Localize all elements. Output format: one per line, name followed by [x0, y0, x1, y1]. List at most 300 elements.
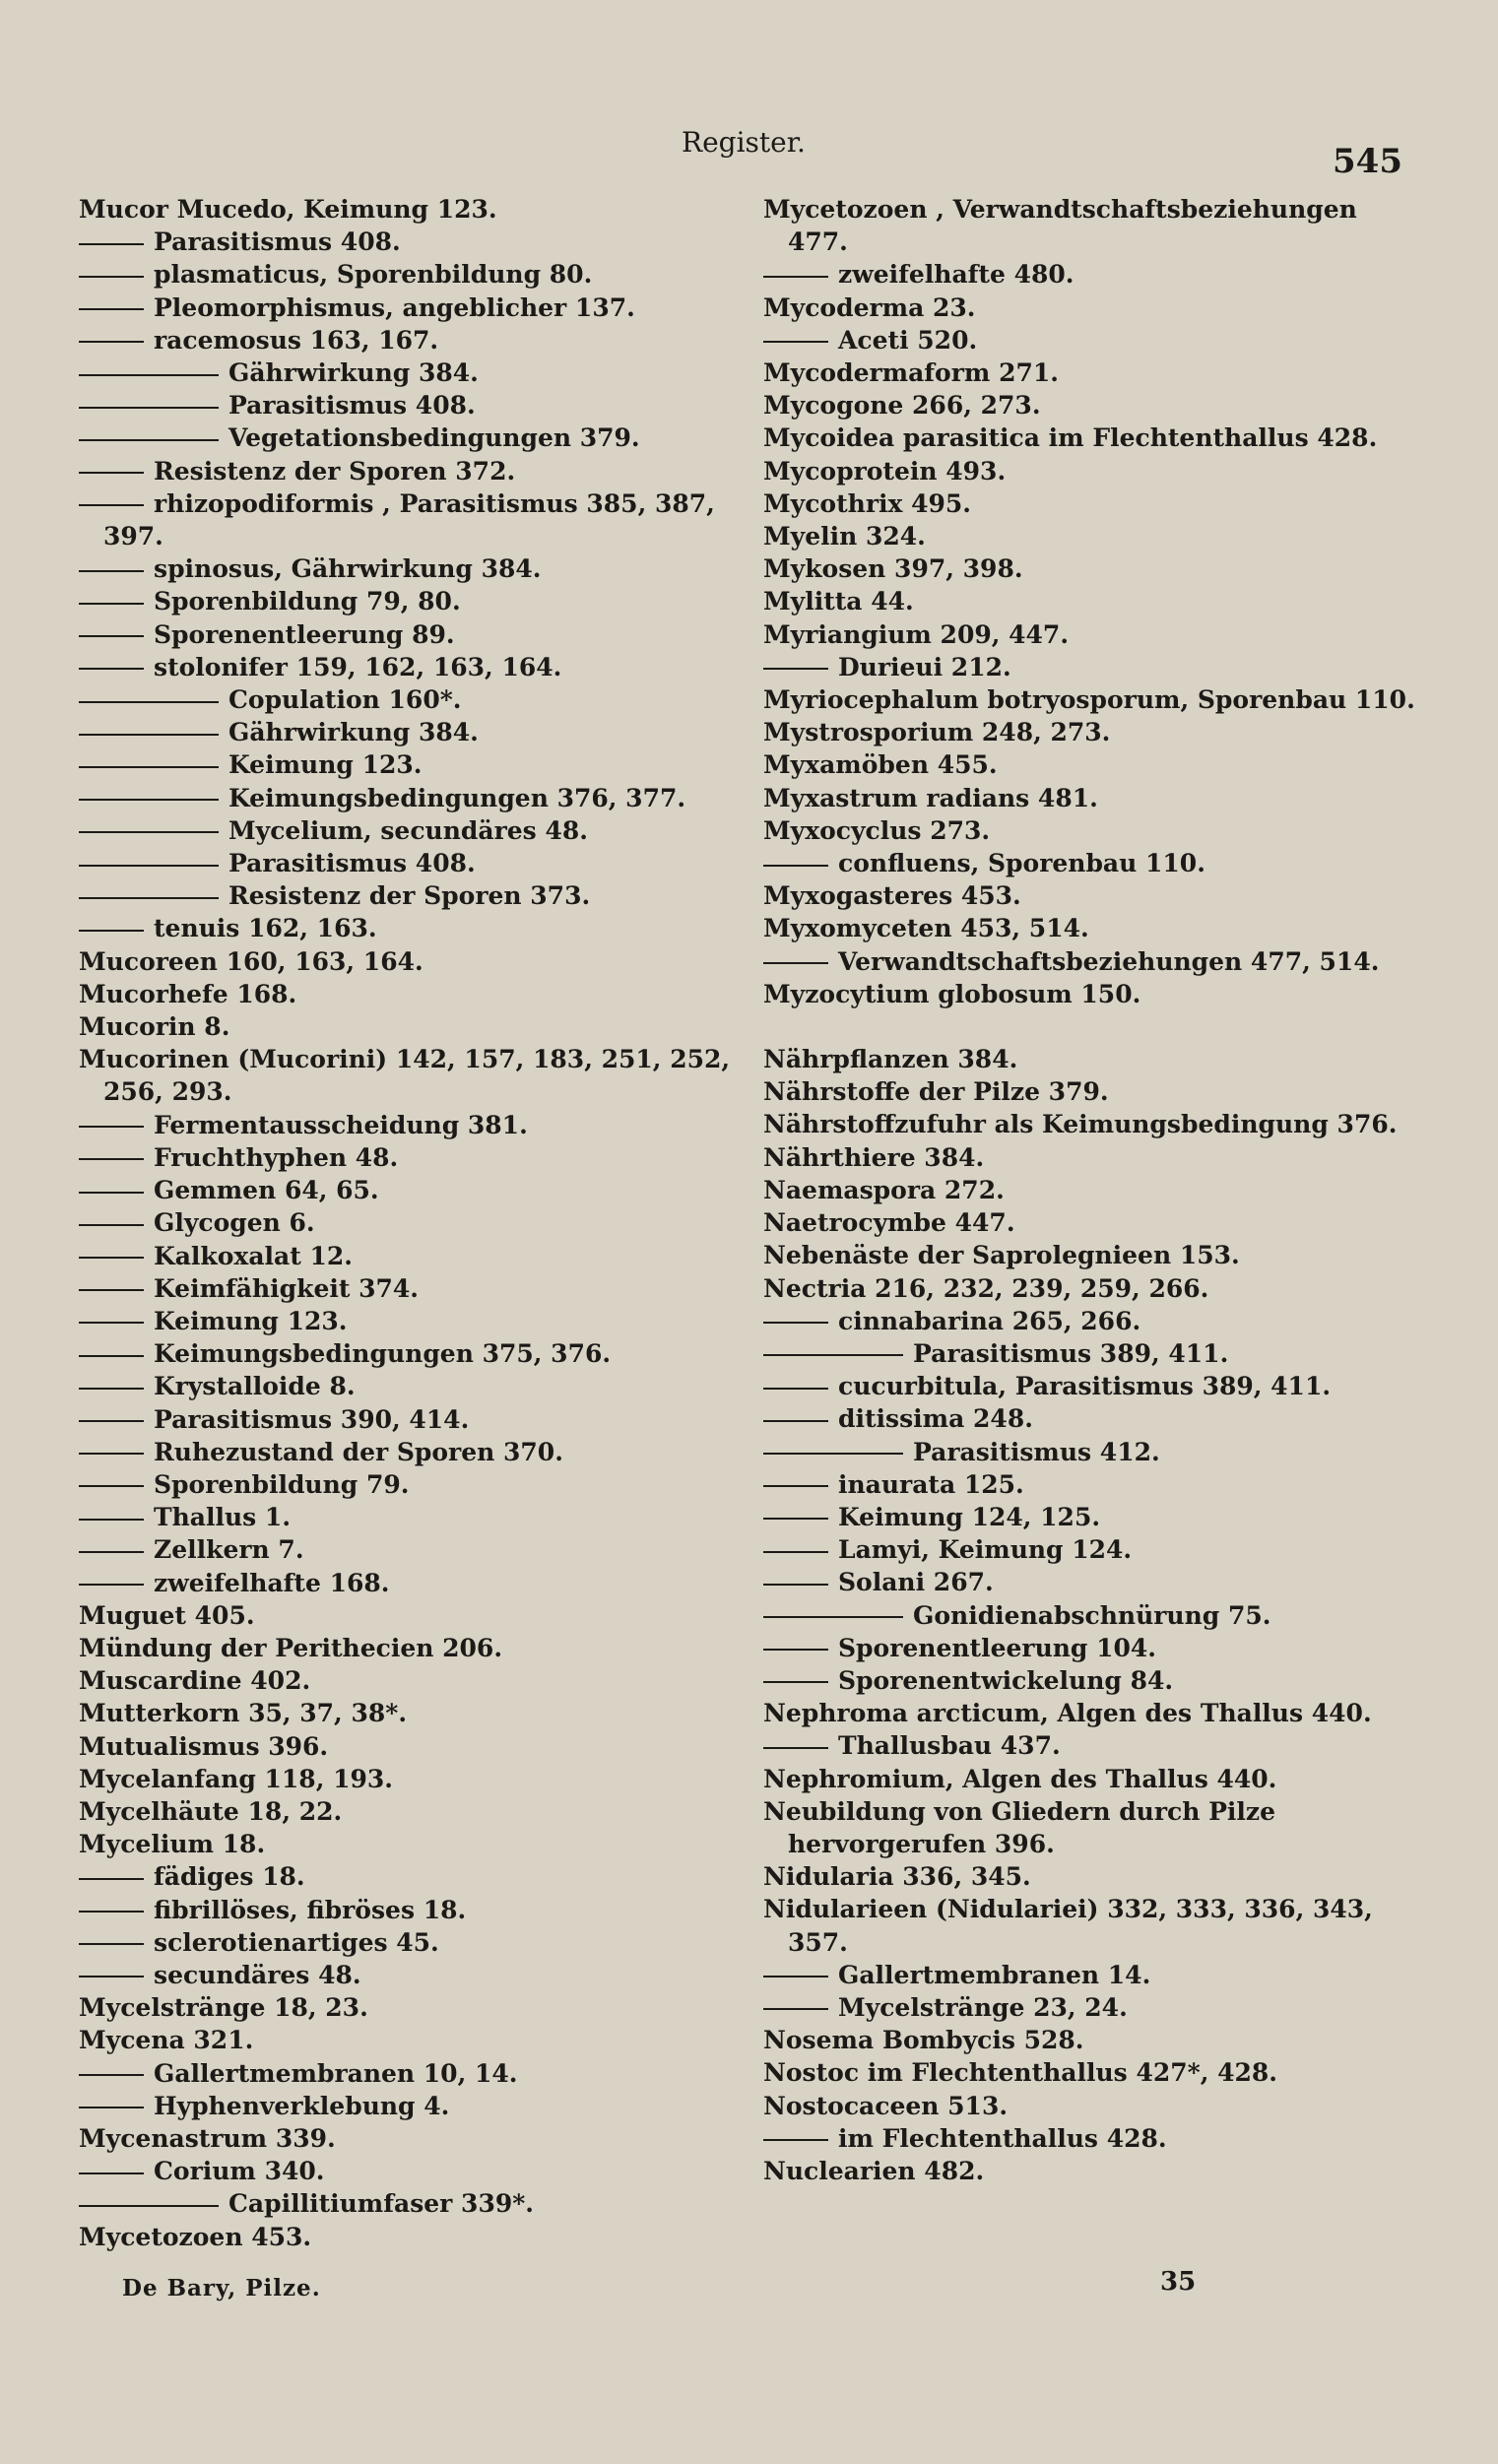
- index-entry: [763, 2056, 1394, 2089]
- index-entry-text: Myelin 324.: [763, 522, 926, 551]
- repeat-dash: [79, 472, 144, 474]
- index-entry: [79, 1632, 749, 1664]
- repeat-dash: [79, 374, 219, 376]
- index-entry: [79, 1959, 749, 1991]
- index-entry: [763, 1468, 1394, 1501]
- repeat-dash: [79, 1388, 144, 1390]
- index-entry-text: Nuclearien 482.: [763, 2156, 985, 2185]
- repeat-dash: [763, 1616, 903, 1618]
- repeat-dash: [79, 1485, 144, 1487]
- index-entry: [79, 1436, 749, 1468]
- index-entry-text: zweifelhafte 168.: [154, 1568, 390, 1597]
- repeat-dash: [79, 1322, 144, 1324]
- index-entry: [763, 520, 1394, 552]
- index-entry-text: Nephroma arcticum, Algen des Thallus 440.: [763, 1699, 1372, 1728]
- index-entry: [79, 879, 749, 912]
- repeat-dash: [79, 701, 219, 703]
- index-entry-text: Resistenz der Sporen 372.: [154, 456, 516, 486]
- index-entry: [79, 618, 749, 651]
- index-entry: [763, 1108, 1398, 1140]
- repeat-dash: [79, 734, 219, 736]
- index-entry: [763, 1959, 1394, 1991]
- index-entry: [763, 1501, 1394, 1533]
- index-entry-text: Aceti 520.: [838, 325, 978, 355]
- index-entry: [763, 1991, 1394, 2024]
- index-entry: [763, 1533, 1394, 1566]
- index-entry-text: Myxogasteres 453.: [763, 881, 1021, 911]
- index-entry-text: Mycelium 18.: [79, 1830, 266, 1859]
- index-entry-text: Mycothrix 495.: [763, 488, 971, 518]
- index-entry-text: Nährthiere 384.: [763, 1142, 985, 1172]
- index-entry: [79, 324, 749, 357]
- index-entry-text: Keimfähigkeit 374.: [154, 1273, 420, 1303]
- repeat-dash: [79, 504, 144, 506]
- index-entry-text: Nostoc im Flechtenthallus 427*, 428.: [763, 2058, 1278, 2088]
- index-entry: [763, 1599, 1394, 1632]
- index-entry: [79, 1599, 749, 1632]
- repeat-dash: [763, 1747, 828, 1749]
- index-entry-text: Mucoreen 160, 163, 164.: [79, 946, 423, 976]
- index-entry: [763, 1174, 1394, 1206]
- index-entry-text: Nosema Bombycis 528.: [763, 2026, 1084, 2055]
- index-entry-text: zweifelhafte 480.: [838, 260, 1075, 290]
- index-entry-text: Nectria 216, 232, 239, 259, 266.: [763, 1273, 1209, 1303]
- index-entry-text: Naemaspora 272.: [763, 1175, 1005, 1204]
- index-entry-text: Lamyi, Keimung 124.: [838, 1535, 1133, 1565]
- index-entry-text: Mycoderma 23.: [763, 292, 976, 322]
- index-entry-text: Resistenz der Sporen 373.: [228, 881, 591, 911]
- index-entry-text: Copulation 160*.: [228, 685, 462, 715]
- index-entry: [763, 292, 1394, 324]
- index-entry-text: Naetrocymbe 447.: [763, 1208, 1015, 1238]
- repeat-dash: [763, 1649, 828, 1651]
- index-entry: [763, 258, 1394, 291]
- index-entry-text: Mycelanfang 118, 193.: [79, 1764, 393, 1793]
- repeat-dash: [763, 1518, 828, 1520]
- index-entry-text: Sporenentwickelung 84.: [838, 1665, 1174, 1695]
- repeat-dash: [763, 1453, 903, 1455]
- repeat-dash: [79, 243, 144, 245]
- index-entry-text: Mycodermaform 271.: [763, 358, 1059, 388]
- index-entry: [763, 1729, 1394, 1762]
- repeat-dash: [79, 407, 219, 409]
- index-entry-text: inaurata 125.: [838, 1469, 1024, 1499]
- index-entry: [79, 1043, 749, 1108]
- repeat-dash: [79, 1878, 144, 1880]
- index-entry: [763, 847, 1394, 879]
- index-entry-text: Kalkoxalat 12.: [154, 1241, 353, 1270]
- index-entry-text: Keimung 124, 125.: [838, 1502, 1101, 1531]
- index-entry: [763, 1795, 1394, 1860]
- index-entry-text: Zellkern 7.: [154, 1535, 304, 1565]
- index-entry: [763, 814, 1394, 847]
- index-entry: [763, 1141, 1394, 1174]
- repeat-dash: [79, 831, 219, 833]
- index-entry-text: Nostocaceen 513.: [763, 2091, 1009, 2120]
- index-entry-text: Nidularieen (Nidulariei) 332, 333, 336, 343, 357.: [763, 1895, 1373, 1957]
- repeat-dash: [79, 2107, 144, 2108]
- index-entry: [763, 978, 1394, 1010]
- running-head: Register.: [682, 126, 806, 159]
- index-entry: [763, 455, 1394, 487]
- index-entry: [79, 978, 749, 1010]
- index-entry: [763, 1632, 1394, 1664]
- index-entry-text: Glycogen 6.: [154, 1208, 315, 1238]
- index-entry-text: Mycenastrum 339.: [79, 2123, 336, 2153]
- index-entry: [763, 1337, 1394, 1370]
- repeat-dash: [79, 1976, 144, 1978]
- index-entry: [763, 421, 1394, 454]
- index-entry: [79, 1305, 749, 1337]
- index-entry-text: Neubildung von Gliedern durch Pilze hervorgerufen 396.: [763, 1796, 1276, 1858]
- index-entry-text: Myriangium 209, 447.: [763, 619, 1070, 649]
- index-entry: [79, 1926, 749, 1959]
- index-entry: [763, 1239, 1394, 1271]
- index-entry-text: Myxamöben 455.: [763, 750, 998, 780]
- index-entry-text: Mycena 321.: [79, 2026, 254, 2055]
- index-entry: [79, 552, 749, 585]
- index-entry-text: Nidularia 336, 345.: [763, 1862, 1031, 1892]
- index-entry-text: Nebenäste der Saprolegnieen 153.: [763, 1241, 1240, 1270]
- index-entry-text: Parasitismus 389, 411.: [913, 1338, 1229, 1368]
- repeat-dash: [763, 1551, 828, 1553]
- index-entry-text: Parasitismus 412.: [913, 1437, 1160, 1466]
- index-entry-text: Myriocephalum botryosporum, Sporenbau 110.: [763, 685, 1415, 715]
- index-entry-text: Mykosen 397, 398.: [763, 554, 1023, 584]
- index-entry-text: Gallertmembranen 14.: [838, 1960, 1151, 1989]
- repeat-dash: [79, 1943, 144, 1945]
- index-entry: [79, 945, 749, 978]
- index-entry-text: Mycelstränge 23, 24.: [838, 1992, 1128, 2022]
- repeat-dash: [79, 276, 144, 278]
- index-entry-text: Gemmen 64, 65.: [154, 1176, 379, 1205]
- repeat-dash: [79, 1289, 144, 1291]
- index-entry-text: Keimung 123.: [228, 750, 423, 780]
- repeat-dash: [763, 962, 828, 964]
- index-entry-text: Ruhezustand der Sporen 370.: [154, 1437, 563, 1466]
- index-entry-text: Gährwirkung 384.: [228, 358, 479, 388]
- index-entry: [79, 1567, 749, 1599]
- repeat-dash: [763, 1976, 828, 1978]
- index-entry-text: Mucor Mucedo, Keimung 123.: [79, 195, 497, 224]
- index-entry: [763, 879, 1394, 912]
- repeat-dash: [763, 2008, 828, 2010]
- index-entry-text: Fruchthyphen 48.: [154, 1142, 399, 1172]
- index-entry: [79, 1697, 749, 1729]
- index-entry: [79, 2057, 749, 2090]
- index-entry: [79, 814, 749, 847]
- index-entry-text: Parasitismus 408.: [228, 849, 476, 878]
- repeat-dash: [79, 930, 144, 932]
- index-entry: [79, 847, 749, 879]
- index-entry-text: Parasitismus 408.: [228, 391, 476, 421]
- index-entry-text: Mycelstränge 18, 23.: [79, 1993, 368, 2023]
- index-entry-text: fibrillöses, fibröses 18.: [154, 1895, 467, 1924]
- repeat-dash: [79, 308, 144, 310]
- index-entry: [763, 2024, 1394, 2056]
- repeat-dash: [79, 1911, 144, 1913]
- index-entry-text: Myzocytium globosum 150.: [763, 979, 1141, 1008]
- repeat-dash: [79, 1126, 144, 1128]
- index-entry-text: Gallertmembranen 10, 14.: [154, 2058, 518, 2088]
- left-index-column: [79, 193, 749, 2253]
- repeat-dash: [79, 1192, 144, 1194]
- index-entry-text: Sporenbildung 79, 80.: [154, 587, 461, 616]
- index-entry-text: Mucorinen (Mucorini) 142, 157, 183, 251, 252, 256, 293.: [79, 1045, 731, 1107]
- index-entry-text: Mycogone 266, 273.: [763, 391, 1041, 421]
- repeat-dash: [763, 1388, 828, 1390]
- index-entry: [79, 258, 749, 291]
- index-entry-text: Muguet 405.: [79, 1600, 255, 1630]
- index-entry-text: Nephromium, Algen des Thallus 440.: [763, 1764, 1277, 1793]
- repeat-dash: [79, 1224, 144, 1226]
- index-entry-text: Mycetozoen , Verwandtschaftsbeziehungen 477.: [763, 195, 1357, 257]
- index-entry-text: Keimung 123.: [154, 1306, 348, 1335]
- index-entry-text: Mucorhefe 168.: [79, 979, 297, 1008]
- index-entry-text: cinnabarina 265, 266.: [838, 1306, 1141, 1335]
- index-entry: [763, 1402, 1394, 1435]
- index-entry-text: Mycoprotein 493.: [763, 456, 1007, 486]
- index-entry-text: Mycelhäute 18, 22.: [79, 1796, 343, 1826]
- index-entry-text: Krystalloide 8.: [154, 1372, 356, 1401]
- index-entry: [763, 1860, 1394, 1893]
- index-entry-text: Nährpflanzen 384.: [763, 1045, 1018, 1074]
- index-entry: [763, 1043, 1394, 1075]
- repeat-dash: [79, 865, 219, 867]
- index-entry: [763, 618, 1394, 651]
- index-entry: [79, 1828, 749, 1860]
- index-entry-text: secundäres 48.: [154, 1960, 361, 1989]
- index-entry: [763, 2155, 1394, 2187]
- index-entry: [763, 389, 1394, 421]
- repeat-dash: [79, 897, 219, 899]
- index-entry-text: Solani 267.: [838, 1568, 994, 1597]
- right-index-column: [763, 193, 1415, 2187]
- index-entry-text: Parasitismus 390, 414.: [154, 1404, 470, 1434]
- index-entry-text: spinosus, Gährwirkung 384.: [154, 554, 542, 584]
- index-entry: [79, 1272, 749, 1305]
- index-entry: [763, 945, 1394, 978]
- index-entry-text: Pleomorphismus, angeblicher 137.: [154, 292, 635, 322]
- index-entry: [763, 651, 1394, 683]
- repeat-dash: [763, 865, 828, 867]
- page-number: 545: [1333, 142, 1402, 181]
- index-entry: [79, 421, 749, 454]
- index-entry: [763, 1893, 1394, 1958]
- index-entry-text: Mutterkorn 35, 37, 38*.: [79, 1699, 408, 1728]
- repeat-dash: [79, 2205, 219, 2207]
- index-entry: [763, 487, 1394, 520]
- index-entry-text: Corium 340.: [154, 2157, 325, 2186]
- index-entry: [79, 1763, 749, 1795]
- repeat-dash: [79, 603, 144, 605]
- repeat-dash: [79, 341, 144, 343]
- index-entry-text: Durieui 212.: [838, 652, 1011, 681]
- index-entry: [763, 1763, 1394, 1795]
- index-entry-text: Keimungsbedingungen 376, 377.: [228, 783, 686, 812]
- index-entry: [79, 292, 749, 324]
- repeat-dash: [79, 1551, 144, 1553]
- repeat-dash: [763, 1681, 828, 1683]
- repeat-dash: [763, 668, 828, 670]
- repeat-dash: [79, 635, 144, 637]
- index-entry: [79, 912, 749, 944]
- index-entry: [763, 716, 1394, 748]
- index-entry: [79, 1403, 749, 1436]
- index-entry: [79, 487, 749, 552]
- index-entry: [763, 585, 1394, 617]
- index-entry: [79, 2187, 749, 2220]
- repeat-dash: [79, 1257, 144, 1259]
- index-entry-text: racemosus 163, 167.: [154, 325, 439, 355]
- index-entry-text: confluens, Sporenbau 110.: [838, 849, 1205, 878]
- index-entry-text: Mycetozoen 453.: [79, 2222, 312, 2251]
- index-entry: [79, 585, 749, 617]
- index-entry-text: Thallusbau 437.: [838, 1731, 1061, 1761]
- index-entry-text: Mutualismus 396.: [79, 1731, 329, 1761]
- index-entry: [79, 1730, 749, 1763]
- index-entry: [79, 1370, 749, 1402]
- index-entry: [79, 1240, 749, 1272]
- footer-signature: De Bary, Pilze.: [122, 2275, 321, 2302]
- repeat-dash: [79, 1584, 144, 1586]
- index-entry-text: Hyphenverklebung 4.: [154, 2091, 450, 2120]
- index-entry: [763, 1664, 1394, 1697]
- index-entry: [79, 389, 749, 421]
- index-entry-text: Sporenentleerung 89.: [154, 619, 455, 649]
- index-entry: [763, 324, 1394, 357]
- repeat-dash: [763, 1485, 828, 1487]
- index-entry: [79, 1174, 749, 1206]
- index-entry: [79, 1010, 749, 1043]
- index-entry: [79, 651, 749, 683]
- index-entry: [763, 1272, 1394, 1305]
- index-entry-text: sclerotienartiges 45.: [154, 1927, 439, 1957]
- repeat-dash: [763, 341, 828, 343]
- index-entry: [763, 1370, 1394, 1402]
- index-entry: [763, 1305, 1394, 1337]
- sheet-number: 35: [1160, 2267, 1197, 2297]
- repeat-dash: [79, 799, 219, 801]
- index-entry: [763, 552, 1394, 585]
- index-entry: [79, 1991, 749, 2024]
- index-entry-text: Fermentausscheidung 381.: [154, 1110, 528, 1139]
- index-entry: [79, 2090, 749, 2122]
- index-entry-text: fädiges 18.: [154, 1862, 305, 1892]
- index-entry-text: Vegetationsbedingungen 379.: [228, 423, 640, 453]
- repeat-dash: [763, 1584, 828, 1586]
- repeat-dash: [79, 1355, 144, 1357]
- index-entry-text: Myxastrum radians 481.: [763, 783, 1098, 812]
- index-entry: [79, 1533, 749, 1566]
- repeat-dash: [763, 276, 828, 278]
- index-entry: [79, 1468, 749, 1501]
- repeat-dash: [79, 570, 144, 572]
- index-entry: [79, 193, 749, 226]
- index-entry: [79, 782, 749, 814]
- index-entry-text: Sporenentleerung 104.: [838, 1633, 1156, 1662]
- index-entry-text: Mycelium, secundäres 48.: [228, 815, 588, 845]
- repeat-dash: [79, 2172, 144, 2174]
- index-entry-text: Mycoidea parasitica im Flechtenthallus 428.: [763, 423, 1378, 453]
- index-entry: [79, 1501, 749, 1533]
- index-entry: [79, 1894, 749, 1926]
- index-entry: [79, 2155, 749, 2187]
- repeat-dash: [763, 2139, 828, 2141]
- index-entry: [79, 2024, 749, 2056]
- index-entry-text: Myxocyclus 273.: [763, 815, 991, 845]
- index-entry: [763, 782, 1394, 814]
- repeat-dash: [763, 1322, 828, 1324]
- index-entry-text: Capillitiumfaser 339*.: [228, 2189, 535, 2219]
- index-entry: [763, 2090, 1394, 2122]
- index-entry: [763, 357, 1394, 389]
- index-entry-text: Muscardine 402.: [79, 1666, 311, 1696]
- index-entry-text: cucurbitula, Parasitismus 389, 411.: [838, 1372, 1332, 1401]
- repeat-dash: [79, 1158, 144, 1160]
- repeat-dash: [79, 1453, 144, 1455]
- index-entry: [79, 716, 749, 748]
- index-entry-text: ditissima 248.: [838, 1404, 1033, 1434]
- index-entry: [763, 1206, 1394, 1239]
- index-entry: [79, 2221, 749, 2253]
- index-entry: [79, 1109, 749, 1141]
- index-entry: [763, 748, 1394, 781]
- index-entry-text: Parasitismus 408.: [154, 227, 401, 257]
- index-entry-text: stolonifer 159, 162, 163, 164.: [154, 652, 562, 681]
- index-entry-text: Mystrosporium 248, 273.: [763, 718, 1111, 747]
- index-entry-text: rhizopodiformis , Parasitismus 385, 387, 397.: [103, 488, 715, 551]
- repeat-dash: [79, 2074, 144, 2076]
- index-entry-text: Gonidienabschnürung 75.: [913, 1600, 1271, 1630]
- index-entry-text: Thallus 1.: [154, 1503, 292, 1532]
- index-entry: [79, 357, 749, 389]
- repeat-dash: [79, 439, 219, 441]
- index-entry-text: Mündung der Perithecien 206.: [79, 1633, 503, 1662]
- index-entry: [763, 912, 1394, 944]
- index-entry: [763, 2122, 1394, 2155]
- index-entry: [79, 748, 749, 781]
- index-entry: [79, 1206, 749, 1239]
- index-entry: [763, 683, 1415, 716]
- repeat-dash: [79, 668, 144, 670]
- index-entry-text: Mylitta 44.: [763, 587, 914, 616]
- index-entry: [79, 1795, 749, 1828]
- index-entry: [79, 1860, 749, 1893]
- index-entry-text: tenuis 162, 163.: [154, 914, 377, 943]
- index-entry-text: Keimungsbedingungen 375, 376.: [154, 1339, 612, 1369]
- index-entry-text: im Flechtenthallus 428.: [838, 2123, 1167, 2153]
- repeat-dash: [79, 766, 219, 768]
- index-entry: [79, 683, 749, 716]
- index-entry-text: Myxomyceten 453, 514.: [763, 914, 1089, 943]
- repeat-dash: [79, 1519, 144, 1521]
- index-entry-text: Verwandtschaftsbeziehungen 477, 514.: [838, 946, 1380, 976]
- index-entry: [79, 1141, 749, 1174]
- index-entry: [763, 1075, 1394, 1108]
- index-entry-text: Mucorin 8.: [79, 1012, 230, 1042]
- repeat-dash: [79, 1420, 144, 1422]
- index-entry: [79, 1664, 749, 1697]
- index-entry: [79, 2122, 749, 2155]
- index-entry: [763, 193, 1394, 258]
- index-entry: [79, 455, 749, 487]
- index-entry-text: Gährwirkung 384.: [228, 718, 479, 747]
- index-entry-text: Nährstoffzufuhr als Keimungsbedingung 376.: [763, 1110, 1398, 1139]
- index-entry-text: Sporenbildung 79.: [154, 1469, 410, 1499]
- index-entry-text: Nährstoffe der Pilze 379.: [763, 1077, 1109, 1107]
- index-entry-text: plasmaticus, Sporenbildung 80.: [154, 260, 593, 290]
